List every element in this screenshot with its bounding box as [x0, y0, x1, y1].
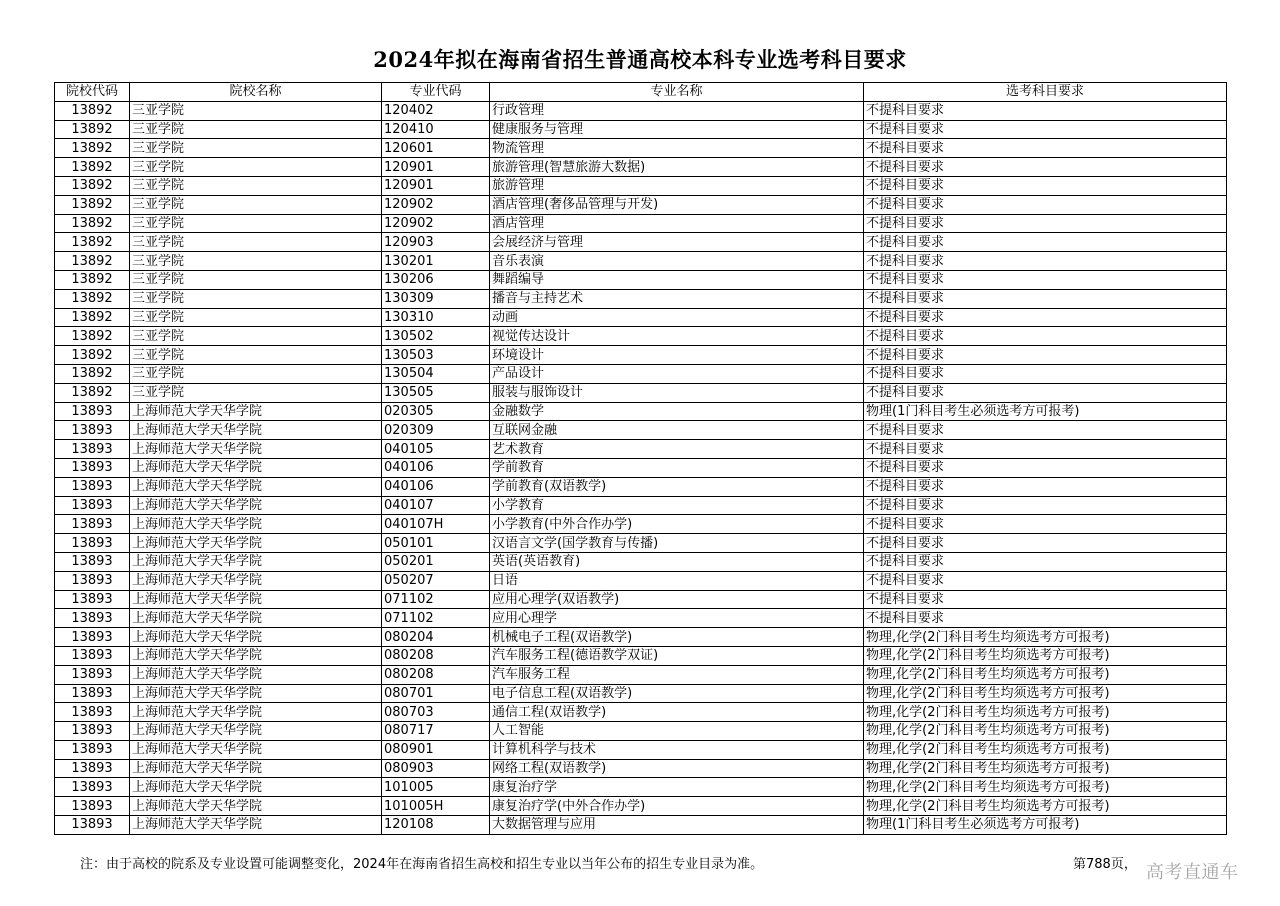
major-name-cell: 动画 — [490, 308, 864, 327]
major-name-cell: 康复治疗学 — [490, 778, 864, 797]
subject-requirement-cell: 物理,化学(2门科目考生均须选考方可报考) — [864, 684, 1227, 703]
table-row — [55, 120, 1227, 139]
subject-requirement-cell: 不提科目要求 — [864, 590, 1227, 609]
subject-requirement-cell: 不提科目要求 — [864, 289, 1227, 308]
subject-requirement-cell: 不提科目要求 — [864, 346, 1227, 365]
school-code-cell: 13892 — [55, 176, 130, 195]
school-name-cell: 三亚学院 — [130, 214, 382, 233]
subject-requirement-cell: 不提科目要求 — [864, 214, 1227, 233]
table-row — [55, 346, 1227, 365]
school-code-cell: 13892 — [55, 346, 130, 365]
major-code-cell: 130503 — [382, 346, 490, 365]
school-code-cell: 13893 — [55, 797, 130, 816]
subject-requirement-cell: 不提科目要求 — [864, 477, 1227, 496]
major-code-cell: 120402 — [382, 101, 490, 120]
table-row — [55, 214, 1227, 233]
major-name-cell: 行政管理 — [490, 101, 864, 120]
major-name-cell: 视觉传达设计 — [490, 327, 864, 346]
major-code-cell: 130502 — [382, 327, 490, 346]
major-name-cell: 大数据管理与应用 — [490, 816, 864, 835]
major-name-cell: 网络工程(双语教学) — [490, 759, 864, 778]
major-name-cell: 学前教育 — [490, 458, 864, 477]
table-row — [55, 252, 1227, 271]
major-code-cell: 101005 — [382, 778, 490, 797]
school-code-cell: 13892 — [55, 120, 130, 139]
school-name-cell: 三亚学院 — [130, 233, 382, 252]
school-name-cell: 上海师范大学天华学院 — [130, 778, 382, 797]
school-code-cell: 13893 — [55, 703, 130, 722]
subject-requirement-cell: 物理,化学(2门科目考生均须选考方可报考) — [864, 646, 1227, 665]
school-name-cell: 三亚学院 — [130, 101, 382, 120]
school-code-cell: 13893 — [55, 571, 130, 590]
major-name-cell: 旅游管理(智慧旅游大数据) — [490, 158, 864, 177]
major-code-cell: 120902 — [382, 195, 490, 214]
school-name-cell: 三亚学院 — [130, 120, 382, 139]
major-code-cell: 040105 — [382, 440, 490, 459]
major-name-cell: 会展经济与管理 — [490, 233, 864, 252]
subject-requirement-cell: 物理,化学(2门科目考生均须选考方可报考) — [864, 628, 1227, 647]
table-row — [55, 233, 1227, 252]
subject-requirement-cell: 物理,化学(2门科目考生均须选考方可报考) — [864, 665, 1227, 684]
major-name-cell: 旅游管理 — [490, 176, 864, 195]
subject-requirement-cell: 不提科目要求 — [864, 571, 1227, 590]
school-code-cell: 13893 — [55, 402, 130, 421]
major-name-cell: 康复治疗学(中外合作办学) — [490, 797, 864, 816]
watermark: 高考直通车 — [1146, 862, 1239, 883]
subject-requirement-cell: 物理,化学(2门科目考生均须选考方可报考) — [864, 778, 1227, 797]
major-name-cell: 计算机科学与技术 — [490, 740, 864, 759]
subject-requirement-cell: 不提科目要求 — [864, 270, 1227, 289]
header-major-code: 专业代码 — [382, 83, 490, 102]
major-code-cell: 071102 — [382, 590, 490, 609]
school-name-cell: 三亚学院 — [130, 252, 382, 271]
school-name-cell: 上海师范大学天华学院 — [130, 759, 382, 778]
major-code-cell: 120902 — [382, 214, 490, 233]
major-name-cell: 健康服务与管理 — [490, 120, 864, 139]
school-code-cell: 13893 — [55, 740, 130, 759]
school-code-cell: 13892 — [55, 364, 130, 383]
school-code-cell: 13893 — [55, 759, 130, 778]
school-code-cell: 13893 — [55, 590, 130, 609]
subject-requirement-cell: 不提科目要求 — [864, 327, 1227, 346]
school-code-cell: 13893 — [55, 816, 130, 835]
school-name-cell: 上海师范大学天华学院 — [130, 646, 382, 665]
school-name-cell: 上海师范大学天华学院 — [130, 571, 382, 590]
subject-requirement-cell: 不提科目要求 — [864, 515, 1227, 534]
major-code-cell: 120901 — [382, 158, 490, 177]
table-row — [55, 383, 1227, 402]
table-row — [55, 816, 1227, 835]
school-name-cell: 上海师范大学天华学院 — [130, 477, 382, 496]
major-name-cell: 酒店管理 — [490, 214, 864, 233]
school-name-cell: 三亚学院 — [130, 383, 382, 402]
table-row — [55, 628, 1227, 647]
table-row — [55, 458, 1227, 477]
table-header-row — [55, 83, 1227, 102]
school-name-cell: 上海师范大学天华学院 — [130, 703, 382, 722]
table-row — [55, 195, 1227, 214]
major-name-cell: 机械电子工程(双语教学) — [490, 628, 864, 647]
subject-requirement-cell: 物理,化学(2门科目考生均须选考方可报考) — [864, 740, 1227, 759]
major-name-cell: 艺术教育 — [490, 440, 864, 459]
school-code-cell: 13893 — [55, 421, 130, 440]
school-name-cell: 上海师范大学天华学院 — [130, 797, 382, 816]
major-code-cell: 130201 — [382, 252, 490, 271]
table-row — [55, 158, 1227, 177]
page-number: 第788页， — [1073, 857, 1137, 872]
subject-requirement-cell: 不提科目要求 — [864, 458, 1227, 477]
subject-requirement-cell: 不提科目要求 — [864, 308, 1227, 327]
table-row — [55, 308, 1227, 327]
school-code-cell: 13892 — [55, 308, 130, 327]
subject-requirement-cell: 不提科目要求 — [864, 158, 1227, 177]
table-row — [55, 590, 1227, 609]
major-code-cell: 080701 — [382, 684, 490, 703]
major-code-cell: 040106 — [382, 477, 490, 496]
major-code-cell: 101005H — [382, 797, 490, 816]
table-row — [55, 440, 1227, 459]
subject-requirement-cell: 不提科目要求 — [864, 552, 1227, 571]
major-name-cell: 通信工程(双语教学) — [490, 703, 864, 722]
major-code-cell: 080208 — [382, 665, 490, 684]
table-row — [55, 496, 1227, 515]
major-code-cell: 080717 — [382, 722, 490, 741]
table-row — [55, 722, 1227, 741]
school-name-cell: 上海师范大学天华学院 — [130, 816, 382, 835]
major-code-cell: 050207 — [382, 571, 490, 590]
major-name-cell: 播音与主持艺术 — [490, 289, 864, 308]
school-name-cell: 上海师范大学天华学院 — [130, 440, 382, 459]
school-code-cell: 13892 — [55, 214, 130, 233]
school-name-cell: 上海师范大学天华学院 — [130, 534, 382, 553]
table-row — [55, 552, 1227, 571]
major-code-cell: 120901 — [382, 176, 490, 195]
table-row — [55, 684, 1227, 703]
table-row — [55, 665, 1227, 684]
major-code-cell: 120601 — [382, 139, 490, 158]
table-row — [55, 534, 1227, 553]
subject-requirement-cell: 不提科目要求 — [864, 383, 1227, 402]
table-row — [55, 477, 1227, 496]
subject-requirement-cell: 物理(1门科目考生必须选考方可报考) — [864, 816, 1227, 835]
major-name-cell: 金融数学 — [490, 402, 864, 421]
school-code-cell: 13893 — [55, 534, 130, 553]
major-code-cell: 020305 — [382, 402, 490, 421]
school-code-cell: 13893 — [55, 552, 130, 571]
header-school-code: 院校代码 — [55, 83, 130, 102]
subject-requirement-cell: 不提科目要求 — [864, 421, 1227, 440]
table-row — [55, 289, 1227, 308]
table-row — [55, 402, 1227, 421]
major-code-cell: 130504 — [382, 364, 490, 383]
school-code-cell: 13892 — [55, 195, 130, 214]
subject-requirement-cell: 不提科目要求 — [864, 101, 1227, 120]
subject-requirement-cell: 物理,化学(2门科目考生均须选考方可报考) — [864, 797, 1227, 816]
header-subject-requirement: 选考科目要求 — [864, 83, 1227, 102]
subject-requirement-cell: 不提科目要求 — [864, 534, 1227, 553]
school-name-cell: 三亚学院 — [130, 139, 382, 158]
school-name-cell: 上海师范大学天华学院 — [130, 552, 382, 571]
school-code-cell: 13893 — [55, 477, 130, 496]
table-row — [55, 571, 1227, 590]
school-code-cell: 13892 — [55, 383, 130, 402]
school-name-cell: 三亚学院 — [130, 346, 382, 365]
school-name-cell: 三亚学院 — [130, 195, 382, 214]
table-row — [55, 703, 1227, 722]
school-name-cell: 三亚学院 — [130, 158, 382, 177]
major-code-cell: 120903 — [382, 233, 490, 252]
school-name-cell: 上海师范大学天华学院 — [130, 628, 382, 647]
school-name-cell: 三亚学院 — [130, 289, 382, 308]
major-code-cell: 020309 — [382, 421, 490, 440]
subject-requirement-cell: 不提科目要求 — [864, 120, 1227, 139]
subject-requirement-cell: 物理,化学(2门科目考生均须选考方可报考) — [864, 759, 1227, 778]
major-code-cell: 071102 — [382, 609, 490, 628]
major-code-cell: 080204 — [382, 628, 490, 647]
school-code-cell: 13893 — [55, 458, 130, 477]
document-title: 2024年拟在海南省招生普通高校本科专业选考科目要求 — [373, 47, 907, 72]
table-row — [55, 515, 1227, 534]
school-code-cell: 13893 — [55, 778, 130, 797]
major-name-cell: 学前教育(双语教学) — [490, 477, 864, 496]
major-name-cell: 汽车服务工程(德语教学双证) — [490, 646, 864, 665]
major-name-cell: 电子信息工程(双语教学) — [490, 684, 864, 703]
major-code-cell: 130309 — [382, 289, 490, 308]
school-name-cell: 上海师范大学天华学院 — [130, 722, 382, 741]
subject-requirement-cell: 不提科目要求 — [864, 252, 1227, 271]
subject-requirement-cell: 不提科目要求 — [864, 233, 1227, 252]
table-row — [55, 797, 1227, 816]
subject-requirement-cell: 不提科目要求 — [864, 496, 1227, 515]
subject-requirement-cell: 不提科目要求 — [864, 139, 1227, 158]
major-code-cell: 080903 — [382, 759, 490, 778]
major-name-cell: 汽车服务工程 — [490, 665, 864, 684]
major-name-cell: 小学教育 — [490, 496, 864, 515]
major-name-cell: 英语(英语教育) — [490, 552, 864, 571]
table-row — [55, 778, 1227, 797]
major-code-cell: 050201 — [382, 552, 490, 571]
school-name-cell: 三亚学院 — [130, 176, 382, 195]
school-code-cell: 13893 — [55, 496, 130, 515]
school-name-cell: 上海师范大学天华学院 — [130, 740, 382, 759]
school-code-cell: 13892 — [55, 327, 130, 346]
major-name-cell: 物流管理 — [490, 139, 864, 158]
table-row — [55, 646, 1227, 665]
table-row — [55, 609, 1227, 628]
school-code-cell: 13893 — [55, 665, 130, 684]
subject-requirement-cell: 不提科目要求 — [864, 176, 1227, 195]
subject-requirement-cell: 不提科目要求 — [864, 609, 1227, 628]
school-name-cell: 上海师范大学天华学院 — [130, 496, 382, 515]
header-school-name: 院校名称 — [130, 83, 382, 102]
major-name-cell: 环境设计 — [490, 346, 864, 365]
major-code-cell: 130206 — [382, 270, 490, 289]
subject-requirement-cell: 物理,化学(2门科目考生均须选考方可报考) — [864, 703, 1227, 722]
table-row — [55, 176, 1227, 195]
school-name-cell: 上海师范大学天华学院 — [130, 402, 382, 421]
school-code-cell: 13892 — [55, 101, 130, 120]
school-name-cell: 三亚学院 — [130, 270, 382, 289]
major-code-cell: 040106 — [382, 458, 490, 477]
major-name-cell: 产品设计 — [490, 364, 864, 383]
major-name-cell: 应用心理学(双语教学) — [490, 590, 864, 609]
major-name-cell: 人工智能 — [490, 722, 864, 741]
school-code-cell: 13892 — [55, 270, 130, 289]
major-name-cell: 汉语言文学(国学教育与传播) — [490, 534, 864, 553]
table-row — [55, 327, 1227, 346]
table-body — [55, 101, 1227, 834]
major-code-cell: 080208 — [382, 646, 490, 665]
school-name-cell: 三亚学院 — [130, 308, 382, 327]
school-name-cell: 上海师范大学天华学院 — [130, 684, 382, 703]
school-name-cell: 三亚学院 — [130, 327, 382, 346]
school-code-cell: 13893 — [55, 646, 130, 665]
school-name-cell: 上海师范大学天华学院 — [130, 458, 382, 477]
major-code-cell: 130310 — [382, 308, 490, 327]
footnote: 注：由于高校的院系及专业设置可能调整变化，2024年在海南省招生高校和招生专业以当年公布的招生专业目录为准。 — [80, 857, 764, 872]
school-name-cell: 三亚学院 — [130, 364, 382, 383]
school-code-cell: 13893 — [55, 722, 130, 741]
school-code-cell: 13893 — [55, 609, 130, 628]
major-name-cell: 酒店管理(奢侈品管理与开发) — [490, 195, 864, 214]
school-code-cell: 13893 — [55, 684, 130, 703]
school-code-cell: 13892 — [55, 158, 130, 177]
school-code-cell: 13892 — [55, 233, 130, 252]
school-name-cell: 上海师范大学天华学院 — [130, 515, 382, 534]
school-name-cell: 上海师范大学天华学院 — [130, 609, 382, 628]
major-name-cell: 应用心理学 — [490, 609, 864, 628]
table-row — [55, 364, 1227, 383]
school-code-cell: 13893 — [55, 440, 130, 459]
subject-requirement-cell: 不提科目要求 — [864, 364, 1227, 383]
table-row — [55, 740, 1227, 759]
school-name-cell: 上海师范大学天华学院 — [130, 421, 382, 440]
major-code-cell: 080703 — [382, 703, 490, 722]
school-code-cell: 13892 — [55, 289, 130, 308]
school-name-cell: 上海师范大学天华学院 — [130, 590, 382, 609]
major-code-cell: 050101 — [382, 534, 490, 553]
requirements-table — [54, 82, 1227, 835]
major-name-cell: 音乐表演 — [490, 252, 864, 271]
table-row — [55, 421, 1227, 440]
school-name-cell: 上海师范大学天华学院 — [130, 665, 382, 684]
major-code-cell: 130505 — [382, 383, 490, 402]
major-name-cell: 小学教育(中外合作办学) — [490, 515, 864, 534]
major-name-cell: 服装与服饰设计 — [490, 383, 864, 402]
school-code-cell: 13893 — [55, 515, 130, 534]
table-row — [55, 101, 1227, 120]
table-row — [55, 270, 1227, 289]
school-code-cell: 13893 — [55, 628, 130, 647]
major-name-cell: 舞蹈编导 — [490, 270, 864, 289]
major-code-cell: 040107 — [382, 496, 490, 515]
school-code-cell: 13892 — [55, 139, 130, 158]
major-code-cell: 080901 — [382, 740, 490, 759]
table-row — [55, 139, 1227, 158]
major-code-cell: 120108 — [382, 816, 490, 835]
school-code-cell: 13892 — [55, 252, 130, 271]
subject-requirement-cell: 不提科目要求 — [864, 440, 1227, 459]
header-major-name: 专业名称 — [490, 83, 864, 102]
subject-requirement-cell: 物理(1门科目考生必须选考方可报考) — [864, 402, 1227, 421]
major-name-cell: 日语 — [490, 571, 864, 590]
subject-requirement-cell: 物理,化学(2门科目考生均须选考方可报考) — [864, 722, 1227, 741]
major-name-cell: 互联网金融 — [490, 421, 864, 440]
table-row — [55, 759, 1227, 778]
major-code-cell: 040107H — [382, 515, 490, 534]
major-code-cell: 120410 — [382, 120, 490, 139]
subject-requirement-cell: 不提科目要求 — [864, 195, 1227, 214]
